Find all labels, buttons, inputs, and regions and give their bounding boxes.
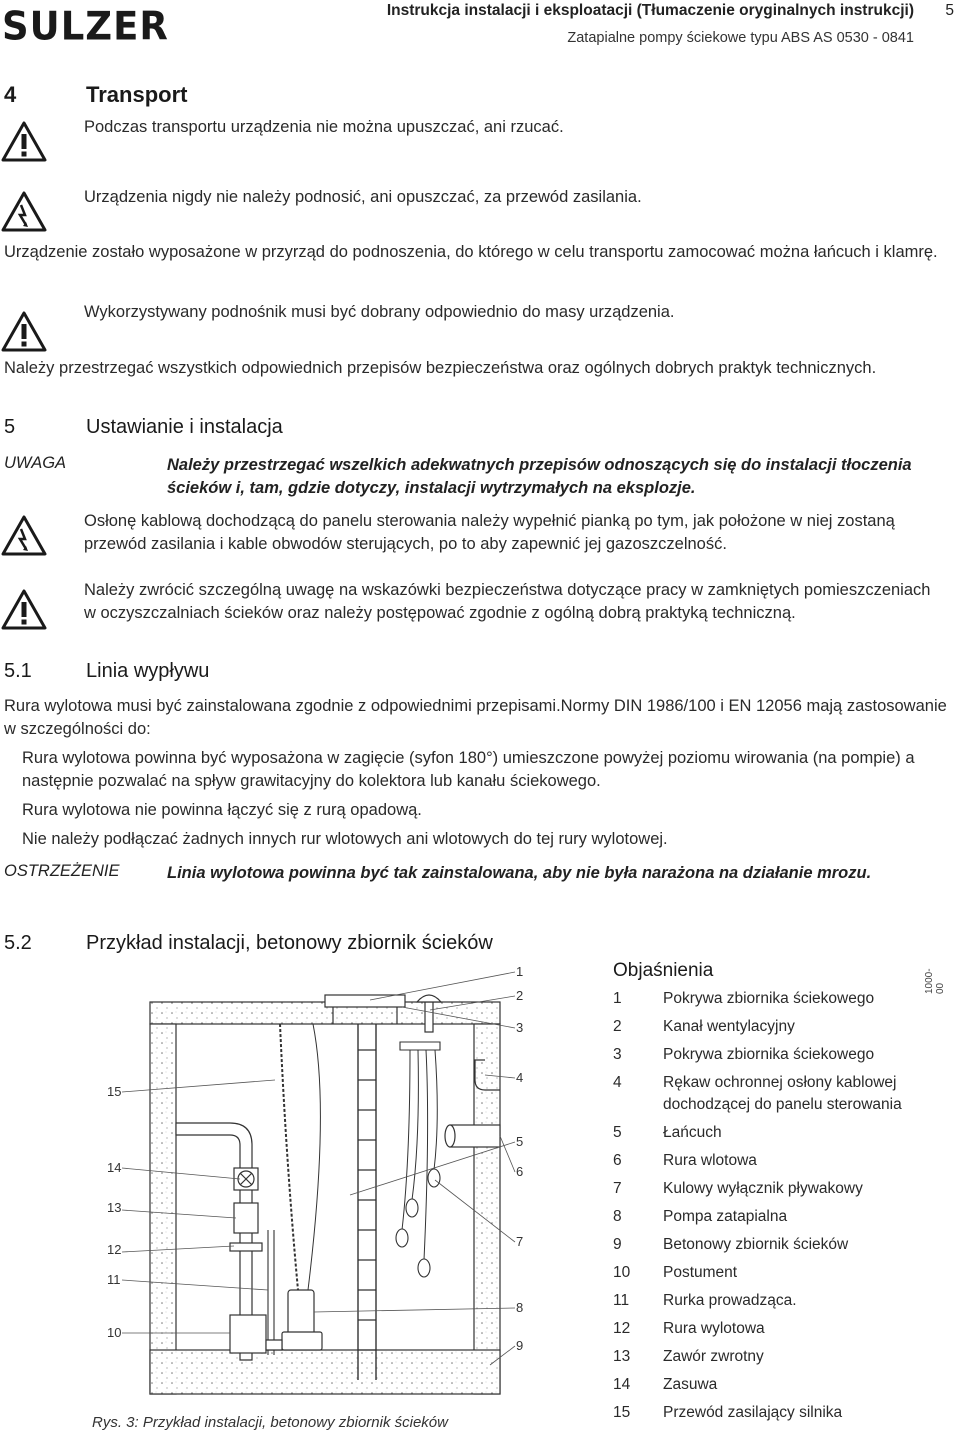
- confined-space-warning: Należy zwrócić szczególną uwagę na wskazówki bezpieczeństwa dotyczące pracy w zamkniętych pomieszczeniach w oczyszczalniach ścieków oraz należy postępować zgodnie z ogólną dobrą praktyką techniczną.: [84, 581, 931, 622]
- legend-item: [613, 1402, 943, 1424]
- list-item-text: Nie należy podłączać żadnych innych rur wlotowych ani wlotowych do tej rury wylotowej.: [22, 830, 668, 848]
- legend-text: Rura wylotowa: [663, 1320, 765, 1337]
- callout-1: 1: [516, 964, 524, 979]
- list-item-text: Rura wylotowa nie powinna łączyć się z rurą opadową.: [22, 801, 422, 819]
- tank-wall-left: [150, 1024, 176, 1394]
- legend-text: Rękaw ochronnej osłony kablowej dochodzącej do panelu sterowania: [663, 1074, 902, 1113]
- warning-triangle-icon: [1, 588, 47, 630]
- chain: [280, 1024, 298, 1290]
- legend-item: [613, 1346, 943, 1368]
- list-item-text: Rura wylotowa powinna być wyposażona w zagięcie (syfon 180°) umieszczone powyżej poziomu wirowania (na pompie) a następnie pozwalać na spływ grawitacyjny do kolektora lub kanału ściekowego.: [22, 749, 915, 790]
- list-item: [4, 799, 960, 822]
- legend-item: [613, 1290, 943, 1312]
- callout-7: 7: [516, 1234, 524, 1249]
- figure-code: 1000-00: [924, 968, 946, 994]
- transport-paragraph-1: Urządzenie zostało wyposażone w przyrząd do podnoszenia, do którego w celu transportu zamocować można łańcuch i klamrę.: [4, 243, 938, 261]
- pedestal: [230, 1315, 266, 1353]
- transport-paragraph-2: Należy przestrzegać wszystkich odpowiednich przepisów bezpieczeństwa oraz ogólnych dobrych praktyk technicznych.: [4, 359, 877, 377]
- legend-item: [613, 1374, 943, 1396]
- cable-sleeve-warning: Osłonę kablową dochodzącą do panelu sterowania należy wypełnić pianką po tym, jak położone w niej zostaną przewód zasilania i kable obwodów sterujących, po to aby zapewnić jej gazoszczelność.: [84, 512, 895, 553]
- section-5-2-heading: [4, 932, 493, 955]
- legend-item: [613, 1016, 943, 1038]
- list-dash: [4, 799, 22, 822]
- warning-triangle-icon: [1, 120, 47, 162]
- list-item: [4, 747, 960, 793]
- warning-text: Linia wylotowa powinna być tak zainstalowana, aby nie była narażona na działanie mrozu.: [167, 864, 872, 882]
- callout-2: 2: [516, 988, 524, 1003]
- page-number: 5: [945, 2, 954, 19]
- submersible-pump: [288, 1290, 314, 1335]
- legend-title: Objaśnienia: [613, 960, 714, 981]
- legend-text: Betonowy zbiornik ścieków: [663, 1236, 849, 1253]
- callout-12: 12: [107, 1242, 122, 1257]
- legend-text: Pokrywa zbiornika ściekowego: [663, 990, 875, 1007]
- section-title: Transport: [86, 82, 188, 107]
- figure-caption: Rys. 3: Przykład instalacji, betonowy zbiornik ścieków: [92, 1414, 448, 1431]
- callout-5: 5: [516, 1134, 524, 1149]
- legend-number: 10: [613, 1264, 631, 1281]
- legend-item: [613, 1206, 943, 1228]
- section-number: 4: [4, 82, 17, 107]
- section-title: Przykład instalacji, betonowy zbiornik ścieków: [86, 932, 493, 954]
- callout-15: 15: [107, 1084, 122, 1099]
- legend-text: Kanał wentylacyjny: [663, 1018, 795, 1035]
- note-label: UWAGA: [4, 454, 67, 472]
- inlet-pipe: [450, 1125, 500, 1147]
- section-number: 5.1: [4, 660, 32, 682]
- legend-item: [613, 1072, 943, 1116]
- legend-item: [613, 988, 943, 1010]
- section-title: Linia wypływu: [86, 660, 210, 682]
- section-4-heading: [4, 82, 187, 108]
- legend-number: 4: [613, 1074, 622, 1091]
- section-5-heading: [4, 416, 283, 439]
- callout-13: 13: [107, 1200, 122, 1215]
- transport-warning-3: Wykorzystywany podnośnik musi być dobrany odpowiednio do masy urządzenia.: [84, 303, 675, 321]
- legend-item: [613, 1044, 943, 1066]
- warning-label: OSTRZEŻENIE: [4, 862, 120, 880]
- callout-11: 11: [107, 1272, 121, 1287]
- float-switch: [396, 1229, 408, 1247]
- legend-text: Zasuwa: [663, 1376, 718, 1393]
- document-title: Instrukcja instalacji i eksploatacji (Tłumaczenie oryginalnych instrukcji): [386, 2, 914, 19]
- list-dash: [4, 747, 22, 770]
- note-text: Należy przestrzegać wszelkich adekwatnych przepisów odnoszących się do instalacji tłoczenia ścieków i, tam, gdzie dotyczy, instalacji wytrzymałych na eksplozje.: [167, 456, 912, 497]
- section-title: Ustawianie i instalacja: [86, 416, 283, 438]
- legend-number: 8: [613, 1208, 622, 1225]
- legend-item: [613, 1178, 943, 1200]
- legend-text: Kulowy wyłącznik pływakowy: [663, 1180, 863, 1197]
- callout-3: 3: [516, 1020, 524, 1035]
- legend-item: [613, 1262, 943, 1284]
- legend-text: Zawór zwrotny: [663, 1348, 764, 1365]
- legend-number: 14: [613, 1376, 631, 1393]
- callout-10: 10: [107, 1325, 122, 1340]
- list-dash: [4, 828, 22, 851]
- legend-text: Przewód zasilający silnika: [663, 1404, 843, 1421]
- electric-hazard-icon: [1, 514, 47, 556]
- vent-pipe: [425, 1002, 433, 1032]
- legend-item: [613, 1122, 943, 1144]
- discharge-paragraph: Rura wylotowa musi być zainstalowana zgodnie z odpowiednimi przepisami.Normy DIN 1986/100 i EN 12056 mają zastosowanie w szczególności do:: [4, 697, 947, 738]
- tank-wall-right: [474, 1024, 500, 1394]
- legend-text: Łańcuch: [663, 1124, 722, 1141]
- legend-number: 2: [613, 1018, 622, 1035]
- callout-8: 8: [516, 1300, 524, 1315]
- section-number: 5.2: [4, 932, 32, 954]
- legend-text: Postument: [663, 1264, 738, 1281]
- legend-item: [613, 1150, 943, 1172]
- installation-diagram: [90, 960, 550, 1410]
- legend-item: [613, 1318, 943, 1340]
- callout-4: 4: [516, 1070, 524, 1085]
- legend-text: Pompa zatapialna: [663, 1208, 788, 1225]
- tank-floor: [150, 1350, 500, 1394]
- legend-number: 3: [613, 1046, 622, 1063]
- sulzer-logo: SULZER: [2, 4, 169, 50]
- callout-14: 14: [107, 1160, 122, 1175]
- legend-number: 7: [613, 1180, 622, 1197]
- legend-number: 12: [613, 1320, 631, 1337]
- transport-warning-2: Urządzenia nigdy nie należy podnosić, ani opuszczać, za przewód zasilania.: [84, 188, 642, 206]
- legend-number: 6: [613, 1152, 622, 1169]
- legend-text: Rurka prowadząca.: [663, 1292, 797, 1309]
- check-valve: [234, 1203, 258, 1233]
- warning-triangle-icon: [1, 310, 47, 352]
- legend-item: [613, 1234, 943, 1256]
- legend-number: 5: [613, 1124, 622, 1141]
- power-cable: [308, 1024, 320, 1290]
- list-item: [4, 828, 960, 851]
- document-subtitle: Zatapialne pompy ściekowe typu ABS AS 0530 - 0841: [567, 30, 914, 46]
- transport-warning-1: Podczas transportu urządzenia nie można upuszczać, ani rzucać.: [84, 118, 564, 136]
- callout-9: 9: [516, 1338, 524, 1353]
- legend-text: Rura wlotowa: [663, 1152, 757, 1169]
- legend-number: 1: [613, 990, 622, 1007]
- tank-lid: [325, 995, 405, 1007]
- section-5-1-heading: [4, 660, 209, 683]
- electric-hazard-icon: [1, 190, 47, 232]
- legend-number: 13: [613, 1348, 631, 1365]
- legend-text: Pokrywa zbiornika ściekowego: [663, 1046, 875, 1063]
- callout-6: 6: [516, 1164, 524, 1179]
- legend-number: 15: [613, 1404, 631, 1421]
- section-number: 5: [4, 416, 16, 438]
- legend-number: 11: [613, 1292, 630, 1309]
- legend-number: 9: [613, 1236, 622, 1253]
